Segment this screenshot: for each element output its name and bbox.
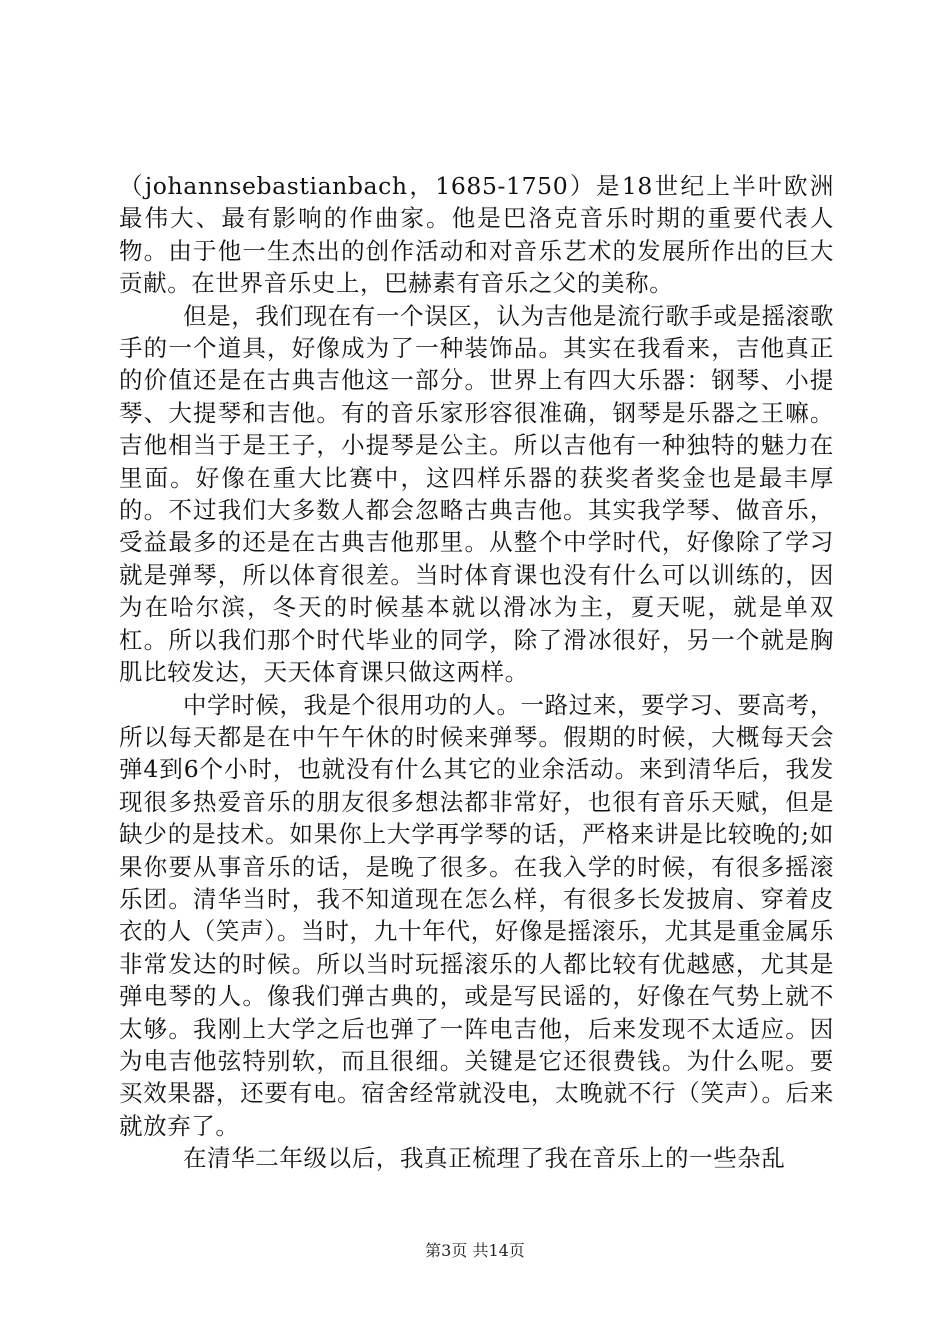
document-body — [119, 170, 834, 1175]
page-number-label: 第3页 共14页 — [425, 1241, 525, 1260]
page-footer — [0, 1241, 950, 1261]
paragraph-tsinghua-second-year: 在清华二年级以后，我真正梳理了我在音乐上的一些杂乱 — [183, 1144, 786, 1173]
paragraph-middle-school: 中学时候，我是个很用功的人。一路过来，要学习、要高考，所以每天都是在中午午休的时候来弹琴。假期的时候，大概每天会弹4到6个小时，也就没有什么其它的业余活动。来到清华后，我发现很多热爱音乐的朋友很多想法都非常好，也很有音乐天赋，但是缺少的是技术。如果你上大学再学琴的话，严格来讲是比较晚的;如果你要从事音乐的话，是晚了很多。在我入学的时候，有很多摇滚乐团。清华当时，我不知道现在怎么样，有很多长发披肩、穿着皮衣的人（笑声）。当时，九十年代，好像是摇滚乐，尤其是重金属乐非常发达的时候。所以当时玩摇滚乐的人都比较有优越感，尤其是弹电琴的人。像我们弹古典的，或是写民谣的，好像在气势上就不太够。我刚上大学之后也弹了一阵电吉他，后来发现不太适应。因为电吉他弦特别软，而且很细。关键是它还很费钱。为什么呢。要买效果器，还要有电。宿舍经常就没电，太晚就不行（笑声）。后来就放弃了。 — [119, 690, 834, 1140]
paragraph-bach-intro: （johannsebastianbach，1685-1750）是18世纪上半叶欧洲最伟大、最有影响的作曲家。他是巴洛克音乐时期的重要代表人物。由于他一生杰出的创作活动和对音乐艺术的发展所作出的巨大贡献。在世界音乐史上，巴赫素有音乐之父的美称。 — [119, 172, 834, 298]
paragraph-guitar-value: 但是，我们现在有一个误区，认为吉他是流行歌手或是摇滚歌手的一个道具，好像成为了一种装饰品。其实在我看来，吉他真正的价值还是在古典吉他这一部分。世界上有四大乐器：钢琴、小提琴、大提琴和吉他。有的音乐家形容很准确，钢琴是乐器之王嘛。吉他相当于是王子，小提琴是公主。所以吉他有一种独特的魅力在里面。好像在重大比赛中，这四样乐器的获奖者奖金也是最丰厚的。不过我们大多数人都会忽略古典吉他。其实我学琴、做音乐，受益最多的还是在古典吉他那里。从整个中学时代，好像除了学习就是弹琴，所以体育很差。当时体育课也没有什么可以训练的，因为在哈尔滨，冬天的时候基本就以滑冰为主，夏天呢，就是单双杠。所以我们那个时代毕业的同学，除了滑冰很好，另一个就是胸肌比较发达，天天体育课只做这两样。 — [119, 301, 834, 687]
